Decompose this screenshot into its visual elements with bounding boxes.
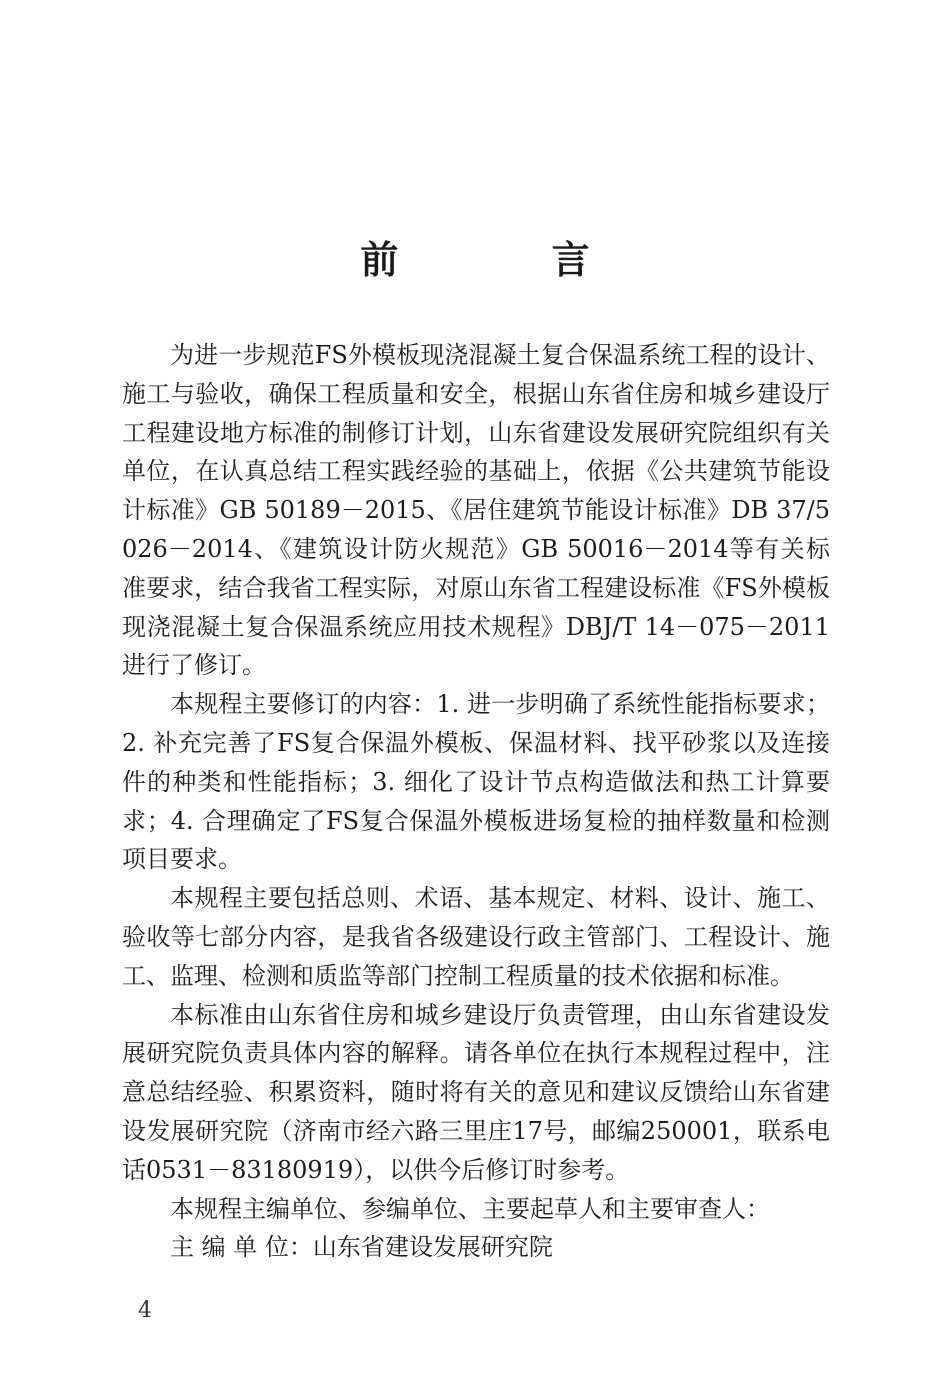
preface-body — [122, 336, 830, 1267]
paragraph-intro: 为进一步规范FS外模板现浇混凝土复合保温系统工程的设计、施工与验收，确保工程质量和安全，根据山东省住房和城乡建设厅工程建设地方标准的制修订计划，山东省建设发展研究院组织有关单位，在认真总结工程实践经验的基础上，依据《公共建筑节能设计标准》GB 50189－2015、《居住建筑节能设计标准》DB 37/5026－2014、《建筑设计防火规范》GB 50016－2014等有关标准要求，结合我省工程实际，对原山东省工程建设标准《FS外模板现浇混凝土复合保温系统应用技术规程》DBJ/T 14－075－2011进行了修订。 — [122, 341, 830, 680]
paragraph-revisions: 本规程主要修订的内容：1. 进一步明确了系统性能指标要求；2. 补充完善了FS复合保温外模板、保温材料、找平砂浆以及连接件的种类和性能指标；3. 细化了设计节点构造做法和热工计算要求；4. 合理确定了FS复合保温外模板进场复检的抽样数量和检测项目要求。 — [122, 690, 830, 874]
paragraph-management: 本标准由山东省住房和城乡建设厅负责管理，由山东省建设发展研究院负责具体内容的解释。请各单位在执行本规程过程中，注意总结经验、积累资料，随时将有关的意见和建议反馈给山东省建设发展研究院（济南市经六路三里庄17号，邮编250001，联系电话0531－83180919），以供今后修订时参考。 — [122, 1000, 830, 1184]
paragraph-units-intro: 本规程主编单位、参编单位、主要起草人和主要审查人： — [170, 1194, 770, 1223]
page-title: 前 言 — [360, 238, 660, 282]
chief-editor-unit: 主 编 单 位：山东省建设发展研究院 — [170, 1233, 553, 1262]
paragraph-contents: 本规程主要包括总则、术语、基本规定、材料、设计、施工、验收等七部分内容，是我省各级建设行政主管部门、工程设计、施工、监理、检测和质监等部门控制工程质量的技术依据和标准。 — [122, 884, 830, 990]
page-number: 4 — [138, 1298, 152, 1323]
